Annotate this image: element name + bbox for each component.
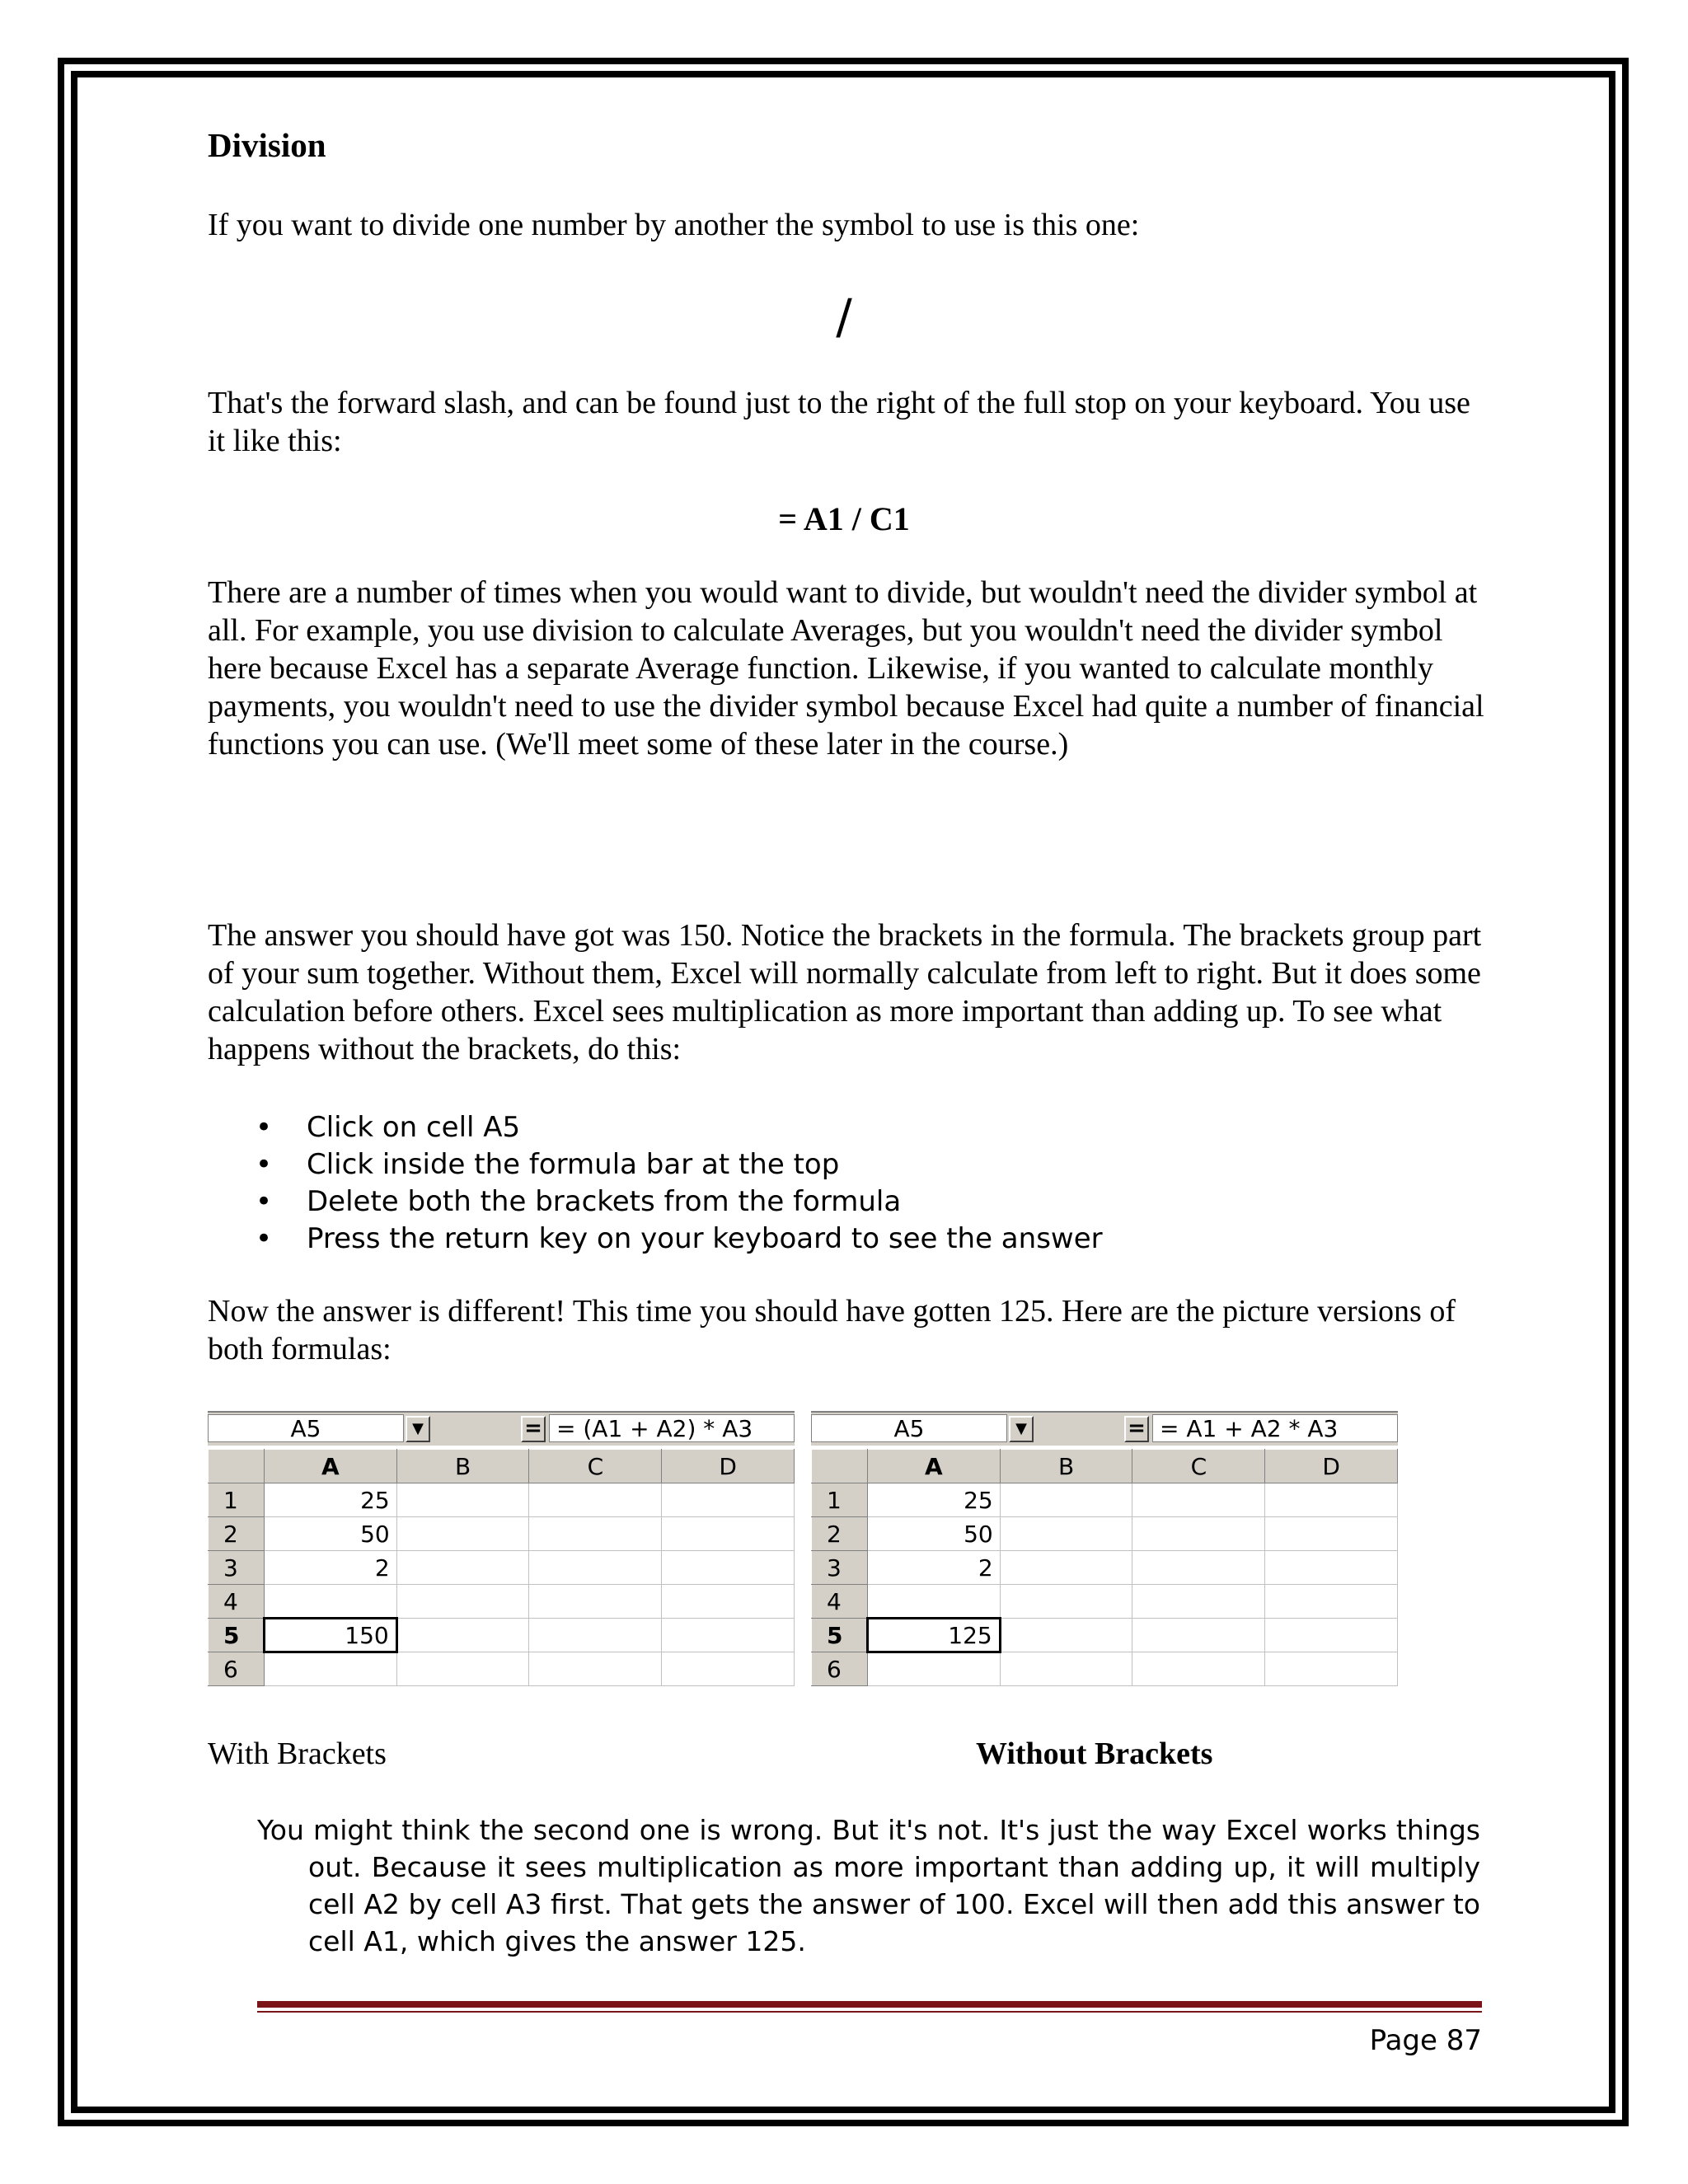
column-header-c[interactable]: C — [1132, 1450, 1265, 1483]
column-header-c[interactable]: C — [529, 1450, 662, 1483]
cell[interactable] — [1132, 1551, 1265, 1585]
chevron-down-icon[interactable]: ▼ — [406, 1416, 430, 1442]
brackets-paragraph: The answer you should have got was 150. Notice the brackets in the formula. The brackets group part of your sum together. Without them, Excel will normally calculate from left to right. But it does some calculation before others. Excel sees multiplication as more important than adding up. To see what happens without the brackets, do this: — [208, 918, 1482, 1066]
cell[interactable] — [1000, 1652, 1132, 1686]
footer-rule-thin — [257, 2011, 1482, 2013]
cell[interactable] — [662, 1483, 795, 1517]
cell[interactable] — [396, 1585, 529, 1619]
row-header[interactable]: 6 — [209, 1652, 265, 1686]
row-header[interactable]: 4 — [812, 1585, 868, 1619]
list-item: • Click inside the formula bar at the top — [256, 1148, 840, 1181]
cell[interactable] — [1000, 1619, 1132, 1652]
equals-button[interactable]: = — [1124, 1416, 1149, 1442]
column-header-a[interactable]: A — [264, 1450, 396, 1483]
cell[interactable] — [1000, 1551, 1132, 1585]
name-box[interactable]: A5 — [811, 1414, 1007, 1442]
cell[interactable] — [662, 1585, 795, 1619]
cell-grid — [208, 1449, 795, 1686]
cell[interactable] — [1265, 1652, 1398, 1686]
cell[interactable] — [396, 1652, 529, 1686]
formula-bar — [811, 1411, 1398, 1446]
cell-a6[interactable] — [264, 1652, 396, 1686]
page-border-inner — [71, 71, 1615, 2113]
row-header[interactable]: 3 — [812, 1551, 868, 1585]
cell-a3[interactable]: 2 — [867, 1551, 1000, 1585]
cell[interactable] — [529, 1517, 662, 1551]
cell[interactable] — [1132, 1483, 1265, 1517]
cell[interactable] — [662, 1551, 795, 1585]
cell[interactable] — [1265, 1517, 1398, 1551]
cell[interactable] — [662, 1619, 795, 1652]
column-header-d[interactable]: D — [1265, 1450, 1398, 1483]
cell[interactable] — [529, 1619, 662, 1652]
row-header[interactable]: 2 — [812, 1517, 868, 1551]
cell-a4[interactable] — [867, 1585, 1000, 1619]
row-header[interactable]: 5 — [812, 1619, 868, 1652]
cell[interactable] — [662, 1517, 795, 1551]
cell[interactable] — [1132, 1652, 1265, 1686]
cell-a3[interactable]: 2 — [264, 1551, 396, 1585]
cell[interactable] — [529, 1551, 662, 1585]
row-header[interactable]: 6 — [812, 1652, 868, 1686]
cell[interactable] — [1132, 1619, 1265, 1652]
explanation-paragraph: You might think the second one is wrong. But it's not. It's just the way Excel works things out. Because it sees multiplication as more important than adding up, it will multiply cell A2 by cell A3 first. That gets the answer of 100. Excel will then add this answer to cell A1, which gives the answer 125. — [257, 1814, 1480, 1957]
caption-without-brackets: Without Brackets — [976, 1736, 1213, 1771]
row-header[interactable]: 1 — [812, 1483, 868, 1517]
cell[interactable] — [1000, 1585, 1132, 1619]
chevron-down-icon[interactable]: ▼ — [1009, 1416, 1034, 1442]
cell[interactable] — [529, 1652, 662, 1686]
cell-a5-active[interactable]: 150 — [264, 1619, 396, 1652]
cell[interactable] — [396, 1551, 529, 1585]
division-symbol: / — [836, 288, 852, 344]
example-formula: = A1 / C1 — [778, 500, 910, 537]
cell[interactable] — [1132, 1585, 1265, 1619]
select-all-corner[interactable] — [812, 1450, 868, 1483]
cell-a1[interactable]: 25 — [264, 1483, 396, 1517]
equals-button[interactable]: = — [521, 1416, 546, 1442]
cell[interactable] — [1000, 1517, 1132, 1551]
list-item: • Click on cell A5 — [256, 1111, 521, 1144]
spreadsheet-without-brackets — [811, 1411, 1398, 1699]
cell[interactable] — [529, 1483, 662, 1517]
row-header[interactable]: 3 — [209, 1551, 265, 1585]
name-box[interactable]: A5 — [208, 1414, 404, 1442]
column-header-b[interactable]: B — [1000, 1450, 1132, 1483]
cell[interactable] — [1265, 1483, 1398, 1517]
cell[interactable] — [1265, 1551, 1398, 1585]
cell-a6[interactable] — [867, 1652, 1000, 1686]
cell[interactable] — [1000, 1483, 1132, 1517]
column-header-a[interactable]: A — [867, 1450, 1000, 1483]
caption-with-brackets: With Brackets — [208, 1736, 387, 1771]
cell[interactable] — [662, 1652, 795, 1686]
cell-a2[interactable]: 50 — [264, 1517, 396, 1551]
section-heading: Division — [208, 126, 326, 164]
formula-bar — [208, 1411, 795, 1446]
row-header[interactable]: 2 — [209, 1517, 265, 1551]
cell[interactable] — [1265, 1619, 1398, 1652]
cell-a5-active[interactable]: 125 — [867, 1619, 1000, 1652]
list-item: • Press the return key on your keyboard to see the answer — [256, 1222, 1103, 1255]
cell[interactable] — [396, 1483, 529, 1517]
steps-list — [256, 1109, 1103, 1258]
column-header-d[interactable]: D — [662, 1450, 795, 1483]
formula-input[interactable]: = A1 + A2 * A3 — [1152, 1414, 1398, 1442]
cell-a1[interactable]: 25 — [867, 1483, 1000, 1517]
formula-input[interactable]: = (A1 + A2) * A3 — [549, 1414, 795, 1442]
intro-paragraph: If you want to divide one number by another the symbol to use is this one: — [208, 208, 1140, 242]
cell[interactable] — [1265, 1585, 1398, 1619]
row-header[interactable]: 4 — [209, 1585, 265, 1619]
row-header[interactable]: 5 — [209, 1619, 265, 1652]
result-paragraph: Now the answer is different! This time you should have gotten 125. Here are the picture versions of both formulas: — [208, 1294, 1456, 1366]
cell[interactable] — [396, 1517, 529, 1551]
cell-a4[interactable] — [264, 1585, 396, 1619]
cell[interactable] — [396, 1619, 529, 1652]
spreadsheet-with-brackets — [208, 1411, 795, 1699]
slash-description: That's the forward slash, and can be found just to the right of the full stop on your keyboard. You use it like this: — [208, 386, 1470, 458]
footer-rule — [257, 2001, 1482, 2008]
row-header[interactable]: 1 — [209, 1483, 265, 1517]
cell-a2[interactable]: 50 — [867, 1517, 1000, 1551]
cell[interactable] — [529, 1585, 662, 1619]
cell-grid — [811, 1449, 1398, 1686]
page-number: Page 87 — [1369, 2024, 1482, 2057]
select-all-corner[interactable] — [209, 1450, 265, 1483]
cell[interactable] — [1132, 1517, 1265, 1551]
division-paragraph: There are a number of times when you would want to divide, but wouldn't need the divider symbol at all. For example, you use division to calculate Averages, but you wouldn't need the divider symbol here because Excel has a separate Average function. Likewise, if you wanted to calculate monthly payments, you wouldn't need to use the divider symbol because Excel had quite a number of financial functions you can use. (We'll meet some of these later in the course.) — [208, 575, 1484, 762]
list-item: • Delete both the brackets from the formula — [256, 1185, 902, 1218]
column-header-b[interactable]: B — [396, 1450, 529, 1483]
